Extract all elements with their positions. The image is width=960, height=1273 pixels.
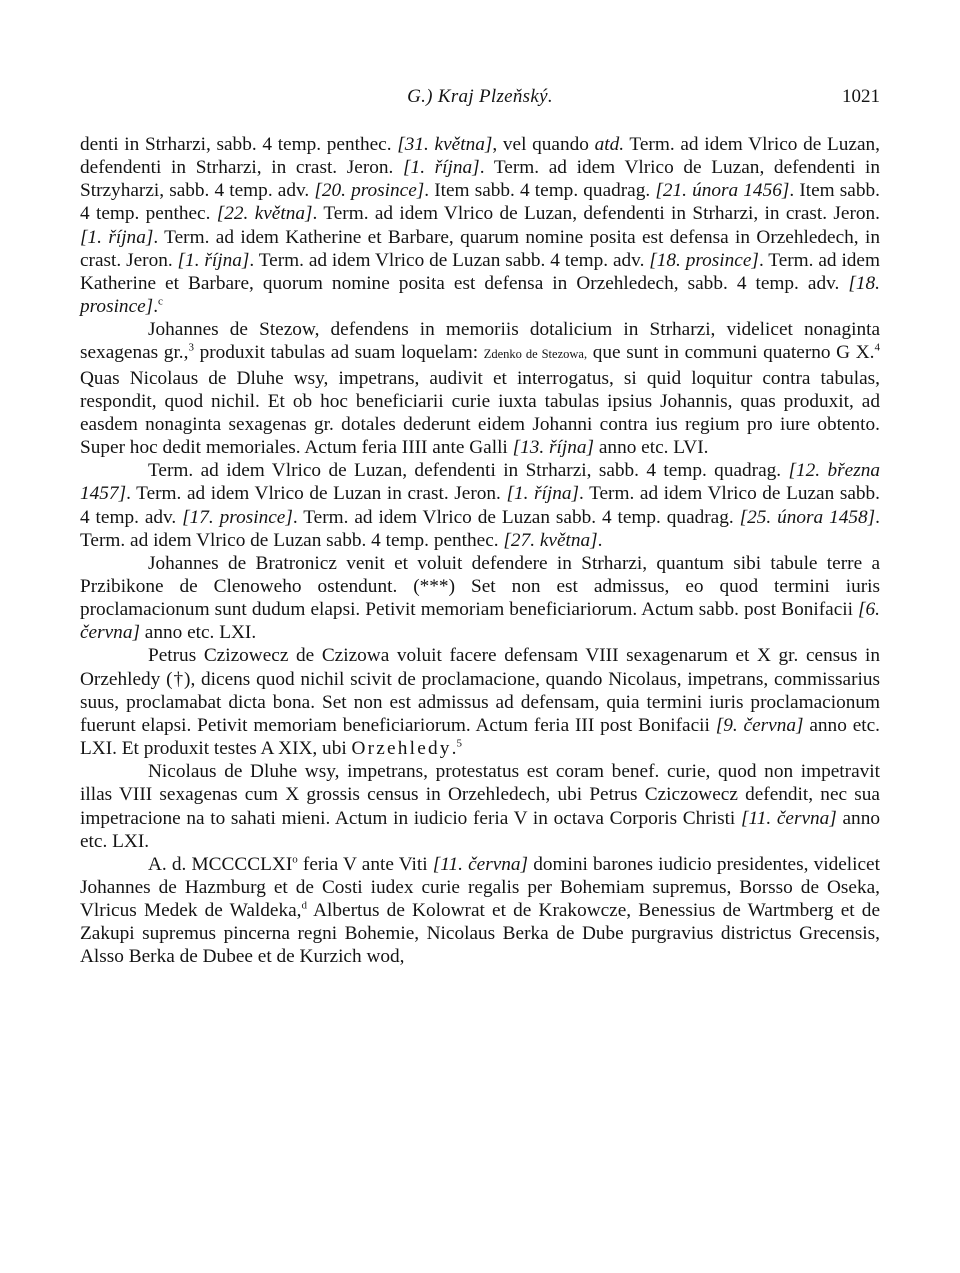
editorial-date: [17. prosince] <box>182 506 293 528</box>
footnote-mark: d <box>301 899 307 912</box>
editorial-date: [18. prosince] <box>649 249 759 271</box>
text-run: Johannes de Stezow, defendens in memoriis dotalicium in Strharzi, videlicet nonaginta sexagenas gr., <box>80 319 880 364</box>
text-run: anno etc. LXI. Et produxit testes A XIX, ubi <box>80 714 880 760</box>
paragraph <box>80 552 880 645</box>
running-header <box>80 86 880 114</box>
text-run: . Term. ad idem Katherine et Barbare, quorum nomine posita est defensa in Orzehledech, sabb. 4 temp. adv. <box>80 249 880 294</box>
editorial-date: [1. října] <box>80 226 154 248</box>
text-run: Nicolaus de Dluhe wsy, impetrans, protestatus est coram benef. curie, quod non impetravit illas VIII sexagenas cum X grossis census in Orzehledech, ubi Petrus Cziczowecz defendit, nec sua impetracione na to sahati mieni. Actum in iudicio feria V in octava Corporis Christi <box>80 761 880 829</box>
text-run: . <box>451 738 457 760</box>
text-run: anno etc. LXI. <box>80 807 880 852</box>
text-run: . <box>153 296 159 318</box>
footnote-mark: 5 <box>456 737 462 750</box>
marginal-note: Zdenko de Stezowa, <box>483 347 588 362</box>
paragraph <box>80 644 880 760</box>
editorial-date: [6. června] <box>80 599 880 644</box>
editorial-date: [1. října] <box>177 249 250 271</box>
body-text <box>80 133 880 969</box>
paragraph <box>80 318 880 459</box>
text-run: . Item sabb. 4 temp. penthec. <box>80 180 880 225</box>
editorial-date: atd. <box>594 134 625 155</box>
editorial-date: [11. června] <box>432 853 529 875</box>
text-run: . Term. ad idem Vlrico de Luzan, defendenti in Strharzi, in crast. Jeron. <box>312 203 880 225</box>
paragraph <box>80 459 880 552</box>
editorial-date: [21. února 1456] <box>655 180 790 202</box>
editorial-date: [12. března 1457] <box>80 460 880 505</box>
footnote-mark: 4 <box>874 341 880 354</box>
text-run: produxit tabulas ad suam loquelam: <box>193 342 484 364</box>
text-run: Term. ad idem Vlrico de Luzan, defendenti in Strharzi, sabb. 4 temp. quadrag. <box>148 460 789 482</box>
text-run: . Term. ad idem Vlrico de Luzan sabb. 4 temp. adv. <box>249 249 650 271</box>
editorial-date: [31. května] <box>397 134 493 155</box>
text-run: . Item sabb. 4 temp. quadrag. <box>424 180 656 202</box>
text-run: . Term. ad idem Vlrico de Luzan sabb. 4 temp. quadrag. <box>292 506 740 528</box>
footnote-mark: c <box>158 295 163 308</box>
editorial-date: [1. října] <box>403 157 480 179</box>
editorial-date: [22. května] <box>216 203 313 225</box>
paragraph <box>80 853 880 969</box>
editorial-date: [9. června] <box>715 714 804 736</box>
text-run: Quas Nicolaus de Dluhe wsy, impetrans, audivit et interrogatus, si quid loquitur contra tabulas, respondit, quod nichil. Et ob hoc beneficiarii curie iuxta tabulas ipsius Johannis, quas produxit, ad easdem nonaginta sexagenas gr. dotales dederunt eidem Johanni contra ius regium pro iure obtento. Super hoc dedit memoriales. Actum feria IIII ante Galli <box>80 367 880 459</box>
paragraph <box>80 760 880 853</box>
footnote-mark: 3 <box>188 341 194 354</box>
text-run: , vel quando <box>492 134 595 155</box>
editorial-date: [27. května] <box>503 529 598 551</box>
page-number: 1021 <box>842 86 880 107</box>
editorial-date: [1. října] <box>506 483 580 505</box>
text-run: A. d. MCCCCLXI <box>148 853 293 875</box>
running-title: G.) Kraj Plzeňský. <box>407 86 553 107</box>
footnote-mark: o <box>292 853 298 866</box>
text-run: . Term. ad idem Vlrico de Luzan, defendenti in Strzyharzi, sabb. 4 temp. adv. <box>80 157 880 202</box>
text-run: . Term. ad idem Vlrico de Luzan in crast. Jeron. <box>126 483 507 505</box>
text-run: Term. ad idem Vlrico de Luzan, defendenti in Strharzi, in crast. Jeron. <box>80 134 880 179</box>
paragraph <box>80 133 880 318</box>
text-run: que sunt in communi quaterno G X. <box>587 342 875 364</box>
spaced-text: Orzehledy <box>351 738 452 760</box>
text-run: Johannes de Bratronicz venit et voluit defendere in Strharzi, quantum sibi tabule terre a Przibikone de Clenoweho ostendunt. (***) Set non est admissus, eo quod termini iuris proclamacionum sunt dudum elapsi. Petivit memoriam beneficiariorum. Actum sabb. post Bonifacii <box>80 552 880 621</box>
editorial-date: [18. prosince] <box>80 272 880 318</box>
text-run: Albertus de Kolowrat et de Krakowcze, Benessius de Wartmberg et de Zakupi supremus pincerna regni Bohemie, Nicolaus Berka de Dube purgravius districtus Grecensis, Alsso Berka de Dubee et de Kurzich wod, <box>80 900 880 968</box>
editorial-date: [13. října] <box>512 437 595 459</box>
editorial-date: [11. června] <box>740 807 837 829</box>
editorial-date: [25. února 1458] <box>739 506 876 528</box>
text-run: Petrus Czizowecz de Czizowa voluit facere defensam VIII sexagenarum et X gr. census in Orzehledy (†), dicens quod nichil scivit de proclamacione, quando Nicolaus, impetrans, commissarius suus, proclamabat dicta bona. Set non est admissus ad defensam, quia termini iuris proclamacionum fuerunt elapsi. Petivit memoriam beneficiariorum. Actum feria III post Bonifacii <box>80 645 880 736</box>
text-run: denti in Strharzi, sabb. 4 temp. penthec. <box>80 134 398 155</box>
text-run: . <box>597 529 603 551</box>
text-run: . Term. ad idem Vlrico de Luzan sabb. 4 temp. penthec. <box>80 506 880 551</box>
text-run: . Term. ad idem Katherine et Barbare, quarum nomine posita est defensa in Orzehledech, in crast. Jeron. <box>80 226 880 271</box>
text-run: anno etc. LVI. <box>594 437 709 459</box>
editorial-date: [20. prosince] <box>314 180 425 202</box>
text-run: feria V ante Viti <box>297 853 433 875</box>
text-run: . Term. ad idem Vlrico de Luzan sabb. 4 temp. adv. <box>80 483 880 528</box>
text-run: anno etc. LXI. <box>139 622 257 644</box>
text-run: domini barones iudicio presidentes, videlicet Johannes de Hazmburg et de Costi iudex curie regalis per Bohemiam supremus, Borsso de Oseka, Vlricus Medek de Waldeka, <box>80 853 880 922</box>
